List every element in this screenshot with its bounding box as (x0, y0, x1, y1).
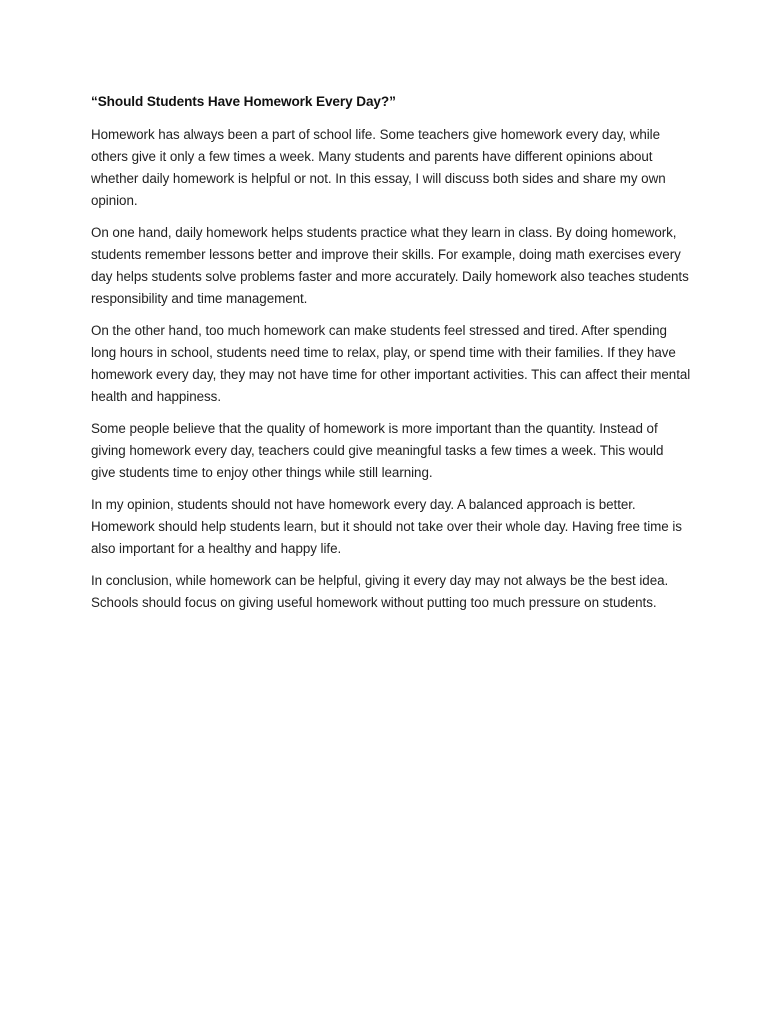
paragraph-conclusion: In conclusion, while homework can be helpful, giving it every day may not always be the best idea. Schools should focus on giving useful homework without putting too much pressure on students. (91, 573, 669, 610)
paragraph-quality-vs-quantity: Some people believe that the quality of homework is more important than the quantity. Instead of giving homework every day, teachers could give meaningful tasks a few times a week. This would give students time to enjoy other things while still learning. (91, 421, 664, 480)
paragraph-drawbacks: On the other hand, too much homework can make students feel stressed and tired. After spending long hours in school, students need time to relax, play, or spend time with their families. If they have homework every day, they may not have time for other important activities. This can affect their mental health and happiness. (91, 323, 691, 404)
paragraph-opinion: In my opinion, students should not have homework every day. A balanced approach is better. Homework should help students learn, but it should not take over their whole day. Having free time is also important for a healthy and happy life. (91, 497, 682, 556)
paragraph-introduction: Homework has always been a part of school life. Some teachers give homework every day, while others give it only a few times a week. Many students and parents have different opinions about whether daily homework is helpful or not. In this essay, I will discuss both sides and share my own opinion. (91, 127, 666, 208)
document-body (91, 93, 691, 624)
essay-title: “Should Students Have Homework Every Day?” (91, 94, 396, 109)
paragraph-benefits: On one hand, daily homework helps students practice what they learn in class. By doing homework, students remember lessons better and improve their skills. For example, doing math exercises every day helps students solve problems faster and more accurately. Daily homework also teaches students responsibility and time management. (91, 225, 689, 306)
